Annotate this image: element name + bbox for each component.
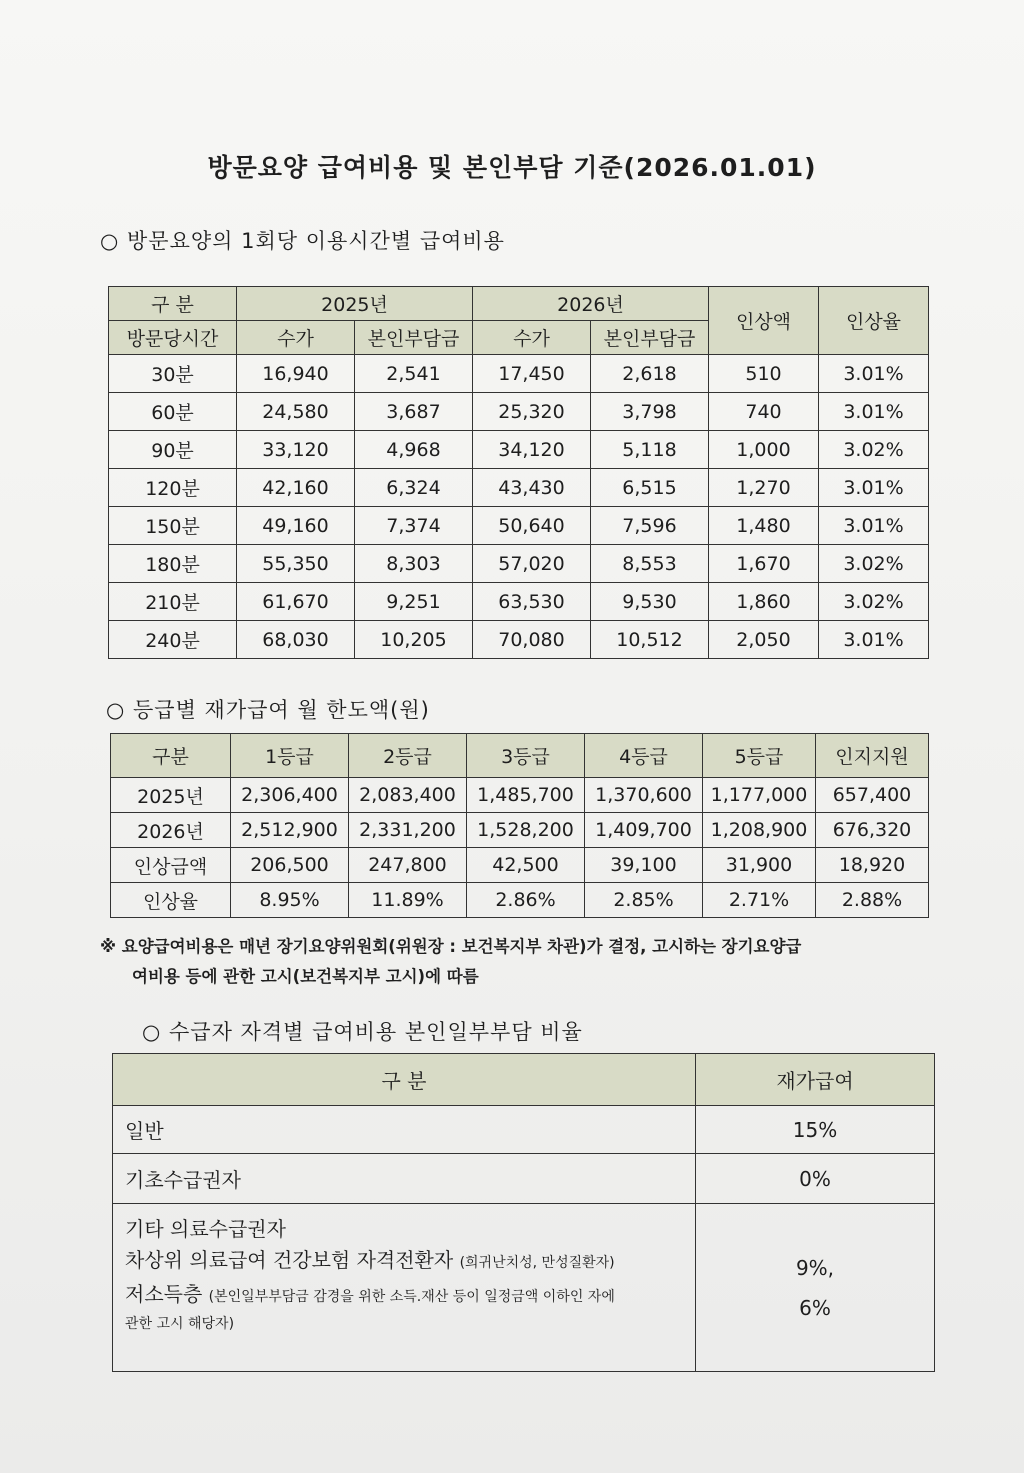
section3-heading: ○ 수급자 자격별 급여비용 본인일부부담 비율 bbox=[142, 1020, 583, 1044]
other-line-3 bbox=[125, 1279, 695, 1313]
table-row bbox=[109, 431, 929, 469]
cell-copay-2026: 2,618 bbox=[591, 355, 709, 393]
table-row bbox=[109, 545, 929, 583]
cell-grade-5: 31,900 bbox=[703, 848, 816, 883]
cell-copay-2025: 4,968 bbox=[355, 431, 473, 469]
legal-note bbox=[100, 932, 950, 992]
cell-visit-time: 210분 bbox=[109, 583, 237, 621]
cell-grade-1: 2,512,900 bbox=[231, 813, 349, 848]
cell-grade-2: 2,331,200 bbox=[349, 813, 467, 848]
cell-row-label: 2026년 bbox=[111, 813, 231, 848]
cell-other-recipients bbox=[113, 1204, 696, 1372]
header-home-care: 재가급여 bbox=[696, 1054, 935, 1106]
cell-grade-3: 1,528,200 bbox=[467, 813, 585, 848]
table-row bbox=[111, 883, 929, 918]
cell-other-rate bbox=[696, 1204, 935, 1372]
cell-increase-rate: 3.01% bbox=[819, 393, 929, 431]
other-line-2-main: 차상위 의료급여 건강보험 자격전환자 bbox=[125, 1248, 454, 1272]
other-line-4: 관한 고시 해당자) bbox=[125, 1316, 235, 1332]
table-row bbox=[109, 507, 929, 545]
cell-copay-2026: 3,798 bbox=[591, 393, 709, 431]
header-increase-amount: 인상액 bbox=[709, 287, 819, 355]
other-line-3-note: (본인일부부담금 감경을 위한 소득.재산 등이 일정금액 이하인 자에 bbox=[208, 1289, 615, 1305]
cell-fee-2026: 70,080 bbox=[473, 621, 591, 659]
cell-grade-4: 1,409,700 bbox=[585, 813, 703, 848]
header-increase-rate: 인상율 bbox=[819, 287, 929, 355]
cell-fee-2025: 33,120 bbox=[237, 431, 355, 469]
cell-fee-2026: 57,020 bbox=[473, 545, 591, 583]
cell-basic-rate: 0% bbox=[696, 1154, 935, 1204]
cell-cognitive-support: 2.88% bbox=[816, 883, 929, 918]
header-fee-2025: 수가 bbox=[237, 321, 355, 355]
cell-general-rate: 15% bbox=[696, 1106, 935, 1154]
cell-grade-3: 42,500 bbox=[467, 848, 585, 883]
cell-copay-2025: 10,205 bbox=[355, 621, 473, 659]
cell-fee-2026: 25,320 bbox=[473, 393, 591, 431]
cell-cognitive-support: 676,320 bbox=[816, 813, 929, 848]
cell-copay-2025: 7,374 bbox=[355, 507, 473, 545]
cell-grade-1: 206,500 bbox=[231, 848, 349, 883]
cell-increase-amount: 1,000 bbox=[709, 431, 819, 469]
other-line-2 bbox=[125, 1245, 695, 1279]
cell-visit-time: 30분 bbox=[109, 355, 237, 393]
header-category: 구 분 bbox=[113, 1054, 696, 1106]
other-line-3-main: 저소득층 bbox=[125, 1282, 203, 1306]
cell-visit-time: 120분 bbox=[109, 469, 237, 507]
cell-grade-4: 1,370,600 bbox=[585, 778, 703, 813]
cell-increase-rate: 3.02% bbox=[819, 545, 929, 583]
section2-heading: ○ 등급별 재가급여 월 한도액(원) bbox=[106, 698, 430, 722]
cell-grade-2: 247,800 bbox=[349, 848, 467, 883]
cell-copay-2025: 3,687 bbox=[355, 393, 473, 431]
cell-copay-2025: 9,251 bbox=[355, 583, 473, 621]
other-rate-2: 6% bbox=[799, 1295, 831, 1320]
cell-fee-2026: 17,450 bbox=[473, 355, 591, 393]
header-grade-3: 3등급 bbox=[467, 734, 585, 778]
table-header-row bbox=[109, 287, 929, 321]
cell-basic-label: 기초수급권자 bbox=[113, 1154, 696, 1204]
cell-copay-2026: 7,596 bbox=[591, 507, 709, 545]
cell-fee-2025: 68,030 bbox=[237, 621, 355, 659]
cell-grade-1: 2,306,400 bbox=[231, 778, 349, 813]
cell-fee-2026: 34,120 bbox=[473, 431, 591, 469]
section1-heading: ○ 방문요양의 1회당 이용시간별 급여비용 bbox=[100, 229, 505, 253]
cell-grade-4: 2.85% bbox=[585, 883, 703, 918]
cell-copay-2026: 6,515 bbox=[591, 469, 709, 507]
cell-copay-2025: 2,541 bbox=[355, 355, 473, 393]
table-row bbox=[109, 621, 929, 659]
cell-increase-rate: 3.01% bbox=[819, 621, 929, 659]
other-rate-1: 9%, bbox=[795, 1255, 835, 1280]
cell-increase-rate: 3.01% bbox=[819, 355, 929, 393]
cell-grade-3: 2.86% bbox=[467, 883, 585, 918]
table-row bbox=[113, 1106, 935, 1154]
table-header-row bbox=[111, 734, 929, 778]
table-row bbox=[111, 813, 929, 848]
cell-increase-amount: 1,860 bbox=[709, 583, 819, 621]
note-line-2: 여비용 등에 관한 고시(보건복지부 고시)에 따름 bbox=[132, 967, 479, 986]
header-category: 구분 bbox=[111, 734, 231, 778]
cell-grade-1: 8.95% bbox=[231, 883, 349, 918]
cell-increase-amount: 1,270 bbox=[709, 469, 819, 507]
table-row bbox=[113, 1204, 935, 1372]
cell-increase-rate: 3.01% bbox=[819, 469, 929, 507]
cell-copay-2025: 8,303 bbox=[355, 545, 473, 583]
cell-visit-time: 150분 bbox=[109, 507, 237, 545]
table-row bbox=[111, 778, 929, 813]
table-row bbox=[109, 355, 929, 393]
cell-copay-2026: 5,118 bbox=[591, 431, 709, 469]
cell-copay-2026: 8,553 bbox=[591, 545, 709, 583]
cell-visit-time: 180분 bbox=[109, 545, 237, 583]
page-title: 방문요양 급여비용 및 본인부담 기준(2026.01.01) bbox=[207, 153, 817, 182]
cell-fee-2025: 24,580 bbox=[237, 393, 355, 431]
cell-fee-2025: 61,670 bbox=[237, 583, 355, 621]
note-line-1: ※ 요양급여비용은 매년 장기요양위원회(위원장 : 보건복지부 차관)가 결정, 고시하는 장기요양급 bbox=[100, 937, 802, 956]
visit-fee-table bbox=[108, 286, 929, 659]
header-category: 구 분 bbox=[109, 287, 237, 321]
other-line-2-note: (희귀난치성, 만성질환자) bbox=[459, 1255, 615, 1271]
cell-grade-3: 1,485,700 bbox=[467, 778, 585, 813]
table-row bbox=[111, 848, 929, 883]
cell-grade-5: 1,208,900 bbox=[703, 813, 816, 848]
cell-visit-time: 60분 bbox=[109, 393, 237, 431]
header-grade-1: 1등급 bbox=[231, 734, 349, 778]
table-header-row bbox=[113, 1054, 935, 1106]
cell-increase-rate: 3.01% bbox=[819, 507, 929, 545]
header-year-2026: 2026년 bbox=[473, 287, 709, 321]
cell-visit-time: 240분 bbox=[109, 621, 237, 659]
table-row bbox=[109, 469, 929, 507]
cell-grade-4: 39,100 bbox=[585, 848, 703, 883]
cell-fee-2026: 50,640 bbox=[473, 507, 591, 545]
other-line-1: 기타 의료수급권자 bbox=[125, 1217, 286, 1241]
cell-fee-2025: 55,350 bbox=[237, 545, 355, 583]
cell-copay-2026: 10,512 bbox=[591, 621, 709, 659]
cell-row-label: 인상율 bbox=[111, 883, 231, 918]
header-copay-2026: 본인부담금 bbox=[591, 321, 709, 355]
cell-grade-2: 2,083,400 bbox=[349, 778, 467, 813]
cell-fee-2025: 16,940 bbox=[237, 355, 355, 393]
cell-copay-2026: 9,530 bbox=[591, 583, 709, 621]
cell-copay-2025: 6,324 bbox=[355, 469, 473, 507]
copay-rate-table bbox=[112, 1053, 935, 1372]
cell-fee-2026: 43,430 bbox=[473, 469, 591, 507]
cell-increase-rate: 3.02% bbox=[819, 431, 929, 469]
cell-grade-5: 2.71% bbox=[703, 883, 816, 918]
header-fee-2026: 수가 bbox=[473, 321, 591, 355]
header-visit-time: 방문당시간 bbox=[109, 321, 237, 355]
table-row bbox=[113, 1154, 935, 1204]
header-cognitive-support: 인지지원 bbox=[816, 734, 929, 778]
table-row bbox=[109, 583, 929, 621]
header-grade-4: 4등급 bbox=[585, 734, 703, 778]
cell-fee-2025: 42,160 bbox=[237, 469, 355, 507]
cell-fee-2025: 49,160 bbox=[237, 507, 355, 545]
header-grade-2: 2등급 bbox=[349, 734, 467, 778]
header-copay-2025: 본인부담금 bbox=[355, 321, 473, 355]
cell-increase-amount: 1,480 bbox=[709, 507, 819, 545]
header-grade-5: 5등급 bbox=[703, 734, 816, 778]
cell-fee-2026: 63,530 bbox=[473, 583, 591, 621]
cell-general-label: 일반 bbox=[113, 1106, 696, 1154]
cell-increase-rate: 3.02% bbox=[819, 583, 929, 621]
cell-cognitive-support: 18,920 bbox=[816, 848, 929, 883]
cell-row-label: 인상금액 bbox=[111, 848, 231, 883]
table-row bbox=[109, 393, 929, 431]
cell-increase-amount: 510 bbox=[709, 355, 819, 393]
cell-increase-amount: 2,050 bbox=[709, 621, 819, 659]
cell-increase-amount: 740 bbox=[709, 393, 819, 431]
cell-increase-amount: 1,670 bbox=[709, 545, 819, 583]
header-year-2025: 2025년 bbox=[237, 287, 473, 321]
cell-cognitive-support: 657,400 bbox=[816, 778, 929, 813]
cell-grade-5: 1,177,000 bbox=[703, 778, 816, 813]
cell-visit-time: 90분 bbox=[109, 431, 237, 469]
cell-grade-2: 11.89% bbox=[349, 883, 467, 918]
monthly-limit-table bbox=[110, 733, 929, 918]
cell-row-label: 2025년 bbox=[111, 778, 231, 813]
